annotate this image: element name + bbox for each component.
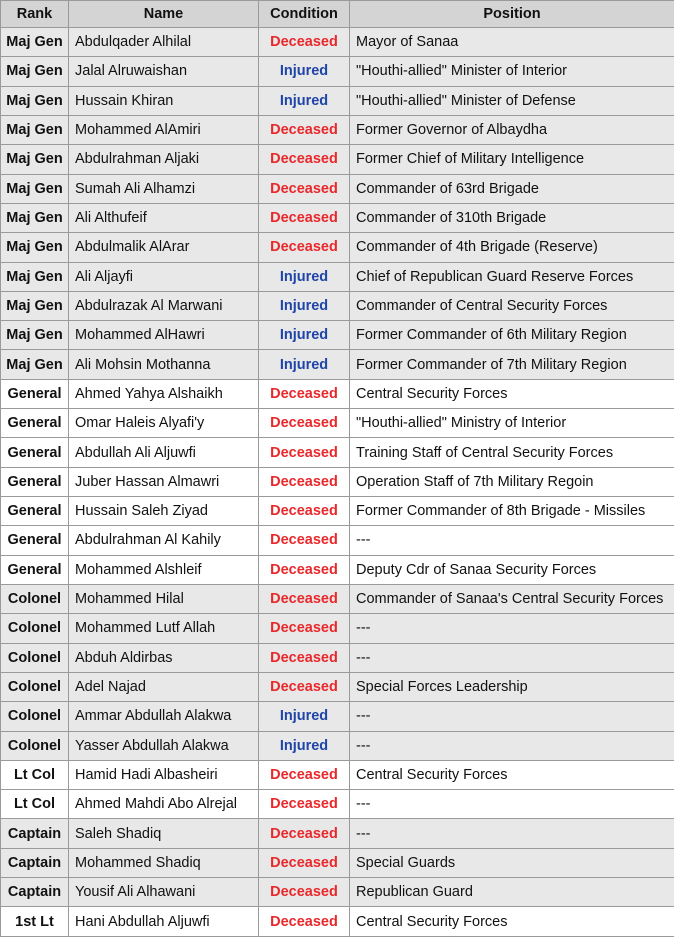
table-row <box>1 643 674 672</box>
status-badge: Injured <box>259 350 350 379</box>
cell-name: Abduh Aldirbas <box>69 643 259 672</box>
cell-rank: General <box>1 497 69 526</box>
cell-position: "Houthi-allied" Minister of Interior <box>350 57 674 86</box>
cell-name: Mohammed AlHawri <box>69 321 259 350</box>
status-badge: Injured <box>259 321 350 350</box>
cell-rank: Maj Gen <box>1 28 69 57</box>
cell-rank: Maj Gen <box>1 57 69 86</box>
cell-name: Abdulmalik AlArar <box>69 233 259 262</box>
cell-name: Ali Aljayfi <box>69 262 259 291</box>
cell-name: Abdulqader Alhilal <box>69 28 259 57</box>
status-badge: Deceased <box>259 672 350 701</box>
cell-position: Central Security Forces <box>350 760 674 789</box>
header-position: Position <box>350 1 674 28</box>
table-row <box>1 438 674 467</box>
cell-rank: Maj Gen <box>1 321 69 350</box>
status-badge: Deceased <box>259 438 350 467</box>
cell-name: Adel Najad <box>69 672 259 701</box>
cell-position: Former Governor of Albaydha <box>350 115 674 144</box>
table-row <box>1 379 674 408</box>
cell-name: Yasser Abdullah Alakwa <box>69 731 259 760</box>
cell-position: --- <box>350 614 674 643</box>
cell-name: Mohammed Hilal <box>69 584 259 613</box>
header-rank: Rank <box>1 1 69 28</box>
table-row <box>1 497 674 526</box>
table-row <box>1 848 674 877</box>
cell-name: Saleh Shadiq <box>69 819 259 848</box>
table-row <box>1 409 674 438</box>
status-badge: Injured <box>259 86 350 115</box>
cell-name: Ali Althufeif <box>69 203 259 232</box>
cell-rank: Lt Col <box>1 760 69 789</box>
cell-position: Former Commander of 6th Military Region <box>350 321 674 350</box>
cell-rank: General <box>1 379 69 408</box>
status-badge: Deceased <box>259 878 350 907</box>
table-row <box>1 731 674 760</box>
header-row <box>1 1 674 28</box>
table-row <box>1 584 674 613</box>
cell-rank: Colonel <box>1 584 69 613</box>
cell-rank: Colonel <box>1 702 69 731</box>
cell-position: --- <box>350 702 674 731</box>
status-badge: Deceased <box>259 28 350 57</box>
table-row <box>1 86 674 115</box>
cell-rank: Captain <box>1 878 69 907</box>
status-badge: Injured <box>259 702 350 731</box>
cell-position: Mayor of Sanaa <box>350 28 674 57</box>
cell-position: Central Security Forces <box>350 379 674 408</box>
table-row <box>1 702 674 731</box>
cell-rank: 1st Lt <box>1 907 69 936</box>
table-row <box>1 526 674 555</box>
table-row <box>1 321 674 350</box>
cell-position: Commander of Sanaa's Central Security Forces <box>350 584 674 613</box>
cell-rank: Captain <box>1 848 69 877</box>
table-row <box>1 291 674 320</box>
cell-rank: Maj Gen <box>1 350 69 379</box>
cell-rank: General <box>1 467 69 496</box>
cell-position: Central Security Forces <box>350 907 674 936</box>
status-badge: Injured <box>259 57 350 86</box>
cell-position: Former Commander of 7th Military Region <box>350 350 674 379</box>
status-badge: Deceased <box>259 145 350 174</box>
status-badge: Deceased <box>259 907 350 936</box>
status-badge: Deceased <box>259 467 350 496</box>
status-badge: Deceased <box>259 379 350 408</box>
cell-rank: Maj Gen <box>1 174 69 203</box>
cell-position: Special Forces Leadership <box>350 672 674 701</box>
cell-name: Hamid Hadi Albasheiri <box>69 760 259 789</box>
table-row <box>1 350 674 379</box>
status-badge: Deceased <box>259 790 350 819</box>
cell-name: Jalal Alruwaishan <box>69 57 259 86</box>
cell-name: Mohammed Lutf Allah <box>69 614 259 643</box>
cell-position: Former Chief of Military Intelligence <box>350 145 674 174</box>
table-row <box>1 672 674 701</box>
status-badge: Deceased <box>259 233 350 262</box>
cell-rank: Maj Gen <box>1 262 69 291</box>
table-row <box>1 790 674 819</box>
cell-position: --- <box>350 731 674 760</box>
cell-rank: Colonel <box>1 731 69 760</box>
cell-name: Ahmed Mahdi Abo Alrejal <box>69 790 259 819</box>
cell-position: --- <box>350 790 674 819</box>
status-badge: Injured <box>259 291 350 320</box>
table-body <box>1 28 674 937</box>
cell-position: Chief of Republican Guard Reserve Forces <box>350 262 674 291</box>
status-badge: Deceased <box>259 555 350 584</box>
cell-position: "Houthi-allied" Minister of Defense <box>350 86 674 115</box>
cell-name: Juber Hassan Almawri <box>69 467 259 496</box>
table-row <box>1 28 674 57</box>
cell-position: Training Staff of Central Security Forces <box>350 438 674 467</box>
cell-rank: Maj Gen <box>1 86 69 115</box>
cell-rank: Colonel <box>1 614 69 643</box>
cell-rank: General <box>1 409 69 438</box>
cell-position: Commander of 63rd Brigade <box>350 174 674 203</box>
status-badge: Deceased <box>259 848 350 877</box>
cell-name: Mohammed Alshleif <box>69 555 259 584</box>
cell-rank: Captain <box>1 819 69 848</box>
status-badge: Deceased <box>259 643 350 672</box>
table-row <box>1 57 674 86</box>
cell-name: Ali Mohsin Mothanna <box>69 350 259 379</box>
table-row <box>1 614 674 643</box>
cell-rank: Maj Gen <box>1 203 69 232</box>
status-badge: Injured <box>259 262 350 291</box>
cell-rank: Colonel <box>1 643 69 672</box>
cell-position: --- <box>350 526 674 555</box>
cell-rank: General <box>1 526 69 555</box>
cell-name: Ammar Abdullah Alakwa <box>69 702 259 731</box>
status-badge: Deceased <box>259 203 350 232</box>
cell-name: Hussain Khiran <box>69 86 259 115</box>
table-row <box>1 233 674 262</box>
cell-rank: Maj Gen <box>1 291 69 320</box>
status-badge: Deceased <box>259 115 350 144</box>
header-condition: Condition <box>259 1 350 28</box>
cell-name: Abdulrazak Al Marwani <box>69 291 259 320</box>
header-name: Name <box>69 1 259 28</box>
table-row <box>1 262 674 291</box>
status-badge: Deceased <box>259 584 350 613</box>
table-row <box>1 878 674 907</box>
status-badge: Deceased <box>259 497 350 526</box>
cell-position: Operation Staff of 7th Military Regoin <box>350 467 674 496</box>
cell-position: "Houthi-allied" Ministry of Interior <box>350 409 674 438</box>
cell-position: --- <box>350 819 674 848</box>
table-row <box>1 760 674 789</box>
cell-position: Commander of 310th Brigade <box>350 203 674 232</box>
cell-position: Former Commander of 8th Brigade - Missiles <box>350 497 674 526</box>
table-row <box>1 467 674 496</box>
status-badge: Injured <box>259 731 350 760</box>
table-row <box>1 819 674 848</box>
cell-name: Mohammed AlAmiri <box>69 115 259 144</box>
cell-name: Abdulrahman Al Kahily <box>69 526 259 555</box>
cell-rank: Maj Gen <box>1 233 69 262</box>
cell-position: Republican Guard <box>350 878 674 907</box>
status-badge: Deceased <box>259 526 350 555</box>
cell-name: Omar Haleis Alyafi'y <box>69 409 259 438</box>
status-badge: Deceased <box>259 614 350 643</box>
cell-position: Special Guards <box>350 848 674 877</box>
cell-rank: Maj Gen <box>1 145 69 174</box>
cell-position: --- <box>350 643 674 672</box>
cell-position: Commander of Central Security Forces <box>350 291 674 320</box>
status-badge: Deceased <box>259 174 350 203</box>
status-badge: Deceased <box>259 760 350 789</box>
status-badge: Deceased <box>259 409 350 438</box>
status-badge: Deceased <box>259 819 350 848</box>
table-row <box>1 555 674 584</box>
table-row <box>1 145 674 174</box>
cell-position: Deputy Cdr of Sanaa Security Forces <box>350 555 674 584</box>
cell-position: Commander of 4th Brigade (Reserve) <box>350 233 674 262</box>
cell-name: Hussain Saleh Ziyad <box>69 497 259 526</box>
cell-rank: General <box>1 438 69 467</box>
cell-name: Mohammed Shadiq <box>69 848 259 877</box>
cell-rank: Lt Col <box>1 790 69 819</box>
cell-rank: Maj Gen <box>1 115 69 144</box>
table-row <box>1 115 674 144</box>
cell-name: Hani Abdullah Aljuwfi <box>69 907 259 936</box>
cell-name: Ahmed Yahya Alshaikh <box>69 379 259 408</box>
cell-name: Yousif Ali Alhawani <box>69 878 259 907</box>
cell-name: Abdullah Ali Aljuwfi <box>69 438 259 467</box>
cell-name: Abdulrahman Aljaki <box>69 145 259 174</box>
table-row <box>1 174 674 203</box>
table-row <box>1 907 674 936</box>
cell-rank: General <box>1 555 69 584</box>
cell-name: Sumah Ali Alhamzi <box>69 174 259 203</box>
table-row <box>1 203 674 232</box>
cell-rank: Colonel <box>1 672 69 701</box>
